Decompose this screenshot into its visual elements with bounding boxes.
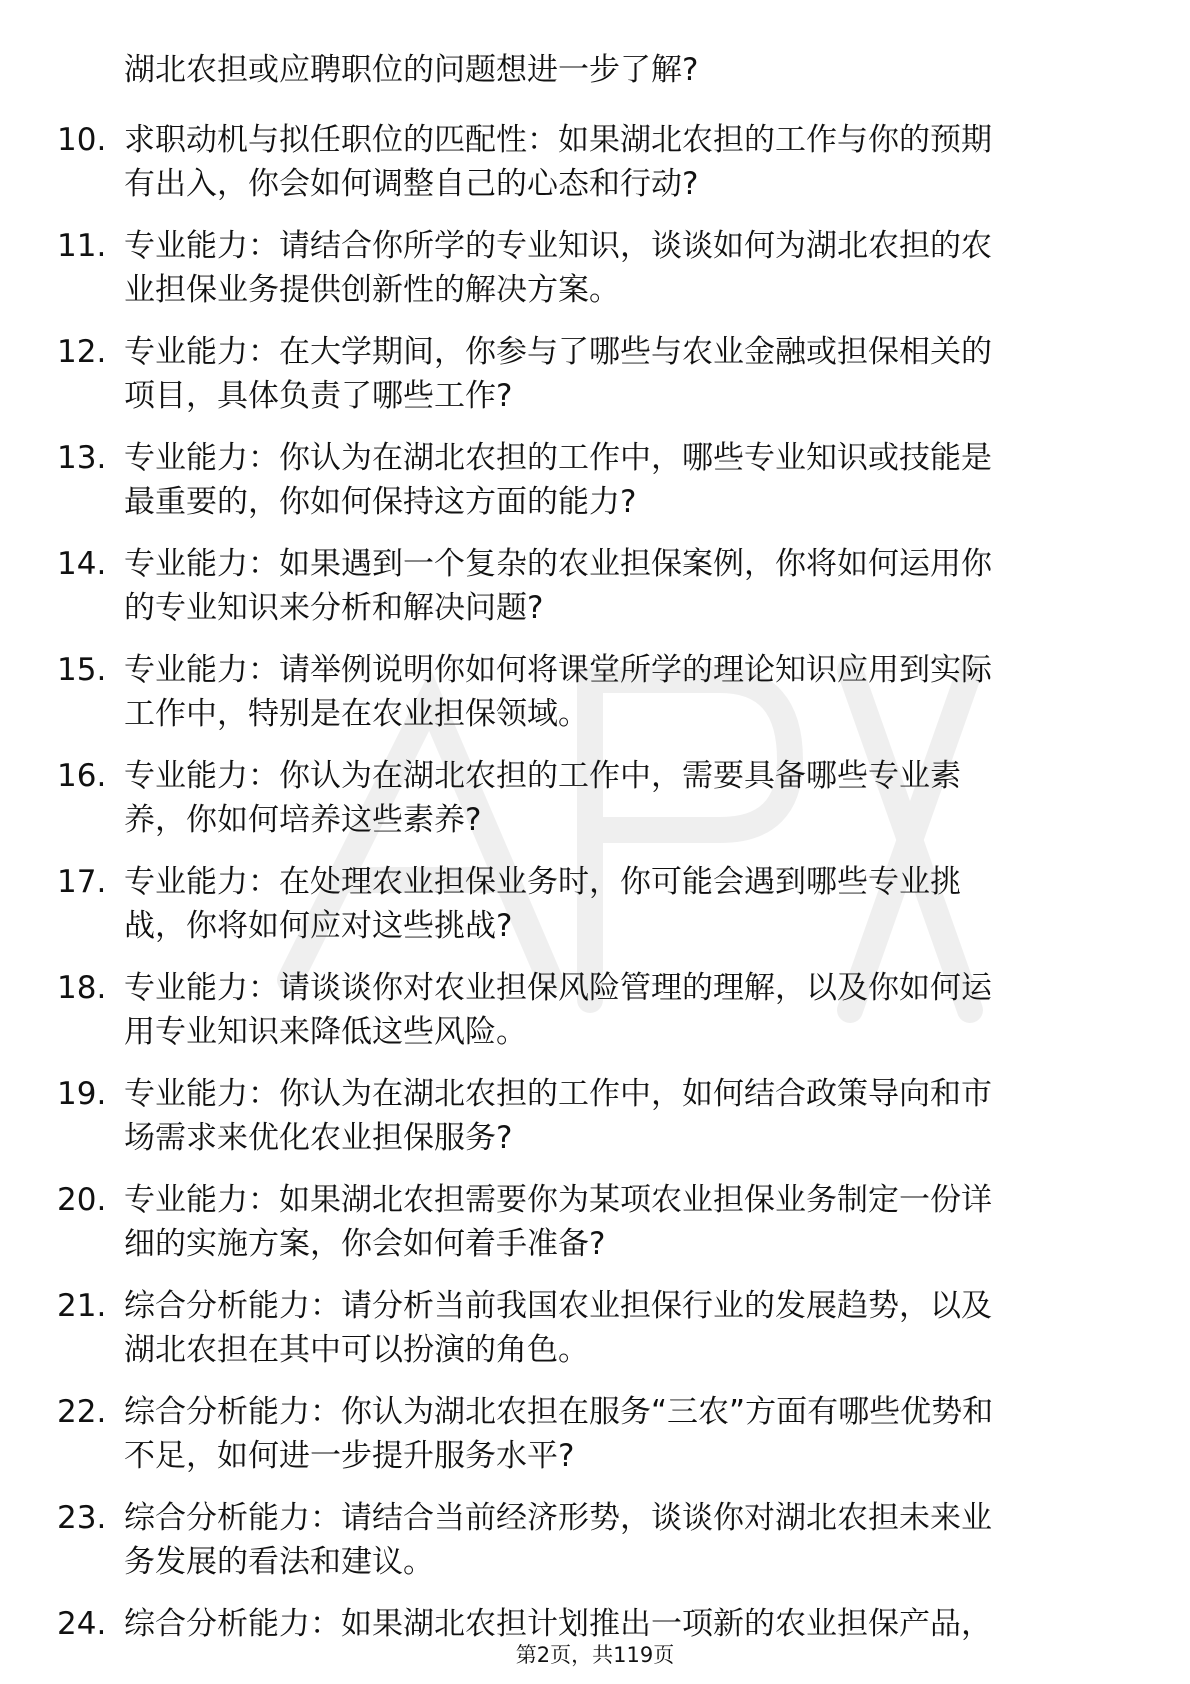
question-line: 最重要的，你如何保持这方面的能力? xyxy=(124,484,637,520)
page-footer: 第2页，共119页 xyxy=(515,1643,675,1667)
question-line: 求职动机与拟任职位的匹配性：如果湖北农担的工作与你的预期 xyxy=(124,122,992,158)
question-item xyxy=(0,224,1190,312)
question-item xyxy=(0,1072,1190,1160)
question-number: 15. xyxy=(57,652,107,688)
question-text xyxy=(124,966,1124,1054)
question-item xyxy=(0,754,1190,842)
question-line: 专业能力：你认为在湖北农担的工作中，需要具备哪些专业素 xyxy=(124,758,961,794)
question-text xyxy=(124,1496,1124,1584)
question-number: 14. xyxy=(57,546,107,582)
question-number: 13. xyxy=(57,440,107,476)
question-line: 综合分析能力：请分析当前我国农业担保行业的发展趋势，以及 xyxy=(124,1288,992,1324)
question-text xyxy=(124,1602,1124,1646)
question-text xyxy=(124,1390,1124,1478)
question-item xyxy=(0,966,1190,1054)
question-line: 专业能力：如果遇到一个复杂的农业担保案例，你将如何运用你 xyxy=(124,546,992,582)
question-number: 17. xyxy=(57,864,107,900)
question-number: 22. xyxy=(57,1394,107,1430)
question-number: 16. xyxy=(57,758,107,794)
question-item xyxy=(0,1284,1190,1372)
question-line: 专业能力：请举例说明你如何将课堂所学的理论知识应用到实际 xyxy=(124,652,992,688)
question-line: 务发展的看法和建议。 xyxy=(124,1544,434,1580)
question-line: 项目，具体负责了哪些工作? xyxy=(124,378,513,414)
question-item xyxy=(0,648,1190,736)
question-line: 专业能力：你认为在湖北农担的工作中，哪些专业知识或技能是 xyxy=(124,440,992,476)
question-number: 11. xyxy=(57,228,107,264)
question-number: 24. xyxy=(57,1606,107,1642)
question-text xyxy=(124,648,1124,736)
question-item xyxy=(0,542,1190,630)
question-line: 专业能力：请谈谈你对农业担保风险管理的理解，以及你如何运 xyxy=(124,970,992,1006)
question-item xyxy=(0,860,1190,948)
question-line: 养，你如何培养这些素养? xyxy=(124,802,482,838)
question-number: 21. xyxy=(57,1288,107,1324)
question-line: 综合分析能力：如果湖北农担计划推出一项新的农业担保产品， xyxy=(124,1606,992,1642)
question-list xyxy=(0,48,1190,1664)
question-line: 场需求来优化农业担保服务? xyxy=(124,1120,513,1156)
question-line: 有出入，你会如何调整自己的心态和行动? xyxy=(124,166,699,202)
question-line: 湖北农担在其中可以扮演的角色。 xyxy=(124,1332,589,1368)
question-text xyxy=(124,754,1124,842)
question-text xyxy=(124,1072,1124,1160)
question-text xyxy=(124,118,1124,206)
question-line: 专业能力：你认为在湖北农担的工作中，如何结合政策导向和市 xyxy=(124,1076,992,1112)
question-line: 综合分析能力：请结合当前经济形势，谈谈你对湖北农担未来业 xyxy=(124,1500,992,1536)
question-item xyxy=(0,1496,1190,1584)
question-text xyxy=(124,224,1124,312)
question-item xyxy=(0,1602,1190,1646)
question-item xyxy=(0,1178,1190,1266)
question-text xyxy=(124,542,1124,630)
question-text xyxy=(124,860,1124,948)
question-number: 12. xyxy=(57,334,107,370)
question-line: 综合分析能力：你认为湖北农担在服务“三农”方面有哪些优势和 xyxy=(124,1394,994,1430)
question-line: 工作中，特别是在农业担保领域。 xyxy=(124,696,589,732)
question-item xyxy=(0,436,1190,524)
question-line: 细的实施方案，你会如何着手准备? xyxy=(124,1226,606,1262)
question-item xyxy=(0,118,1190,206)
question-number: 23. xyxy=(57,1500,107,1536)
question-line: 用专业知识来降低这些风险。 xyxy=(124,1014,527,1050)
question-number: 18. xyxy=(57,970,107,1006)
question-item xyxy=(0,1390,1190,1478)
question-text xyxy=(124,330,1124,418)
question-line: 战，你将如何应对这些挑战? xyxy=(124,908,513,944)
question-number: 20. xyxy=(57,1182,107,1218)
question-text xyxy=(124,1178,1124,1266)
question-line: 专业能力：在大学期间，你参与了哪些与农业金融或担保相关的 xyxy=(124,334,992,370)
question-line: 不足，如何进一步提升服务水平? xyxy=(124,1438,575,1474)
question-text xyxy=(124,436,1124,524)
question-line: 的专业知识来分析和解决问题? xyxy=(124,590,544,626)
question-line: 专业能力：如果湖北农担需要你为某项农业担保业务制定一份详 xyxy=(124,1182,992,1218)
question-line: 专业能力：在处理农业担保业务时，你可能会遇到哪些专业挑 xyxy=(124,864,961,900)
question-text xyxy=(124,1284,1124,1372)
continuation-text: 湖北农担或应聘职位的问题想进一步了解? xyxy=(124,52,699,88)
question-line: 专业能力：请结合你所学的专业知识，谈谈如何为湖北农担的农 xyxy=(124,228,992,264)
question-item xyxy=(0,330,1190,418)
question-line: 业担保业务提供创新性的解决方案。 xyxy=(124,272,620,308)
question-number: 10. xyxy=(57,122,107,158)
question-number: 19. xyxy=(57,1076,107,1112)
